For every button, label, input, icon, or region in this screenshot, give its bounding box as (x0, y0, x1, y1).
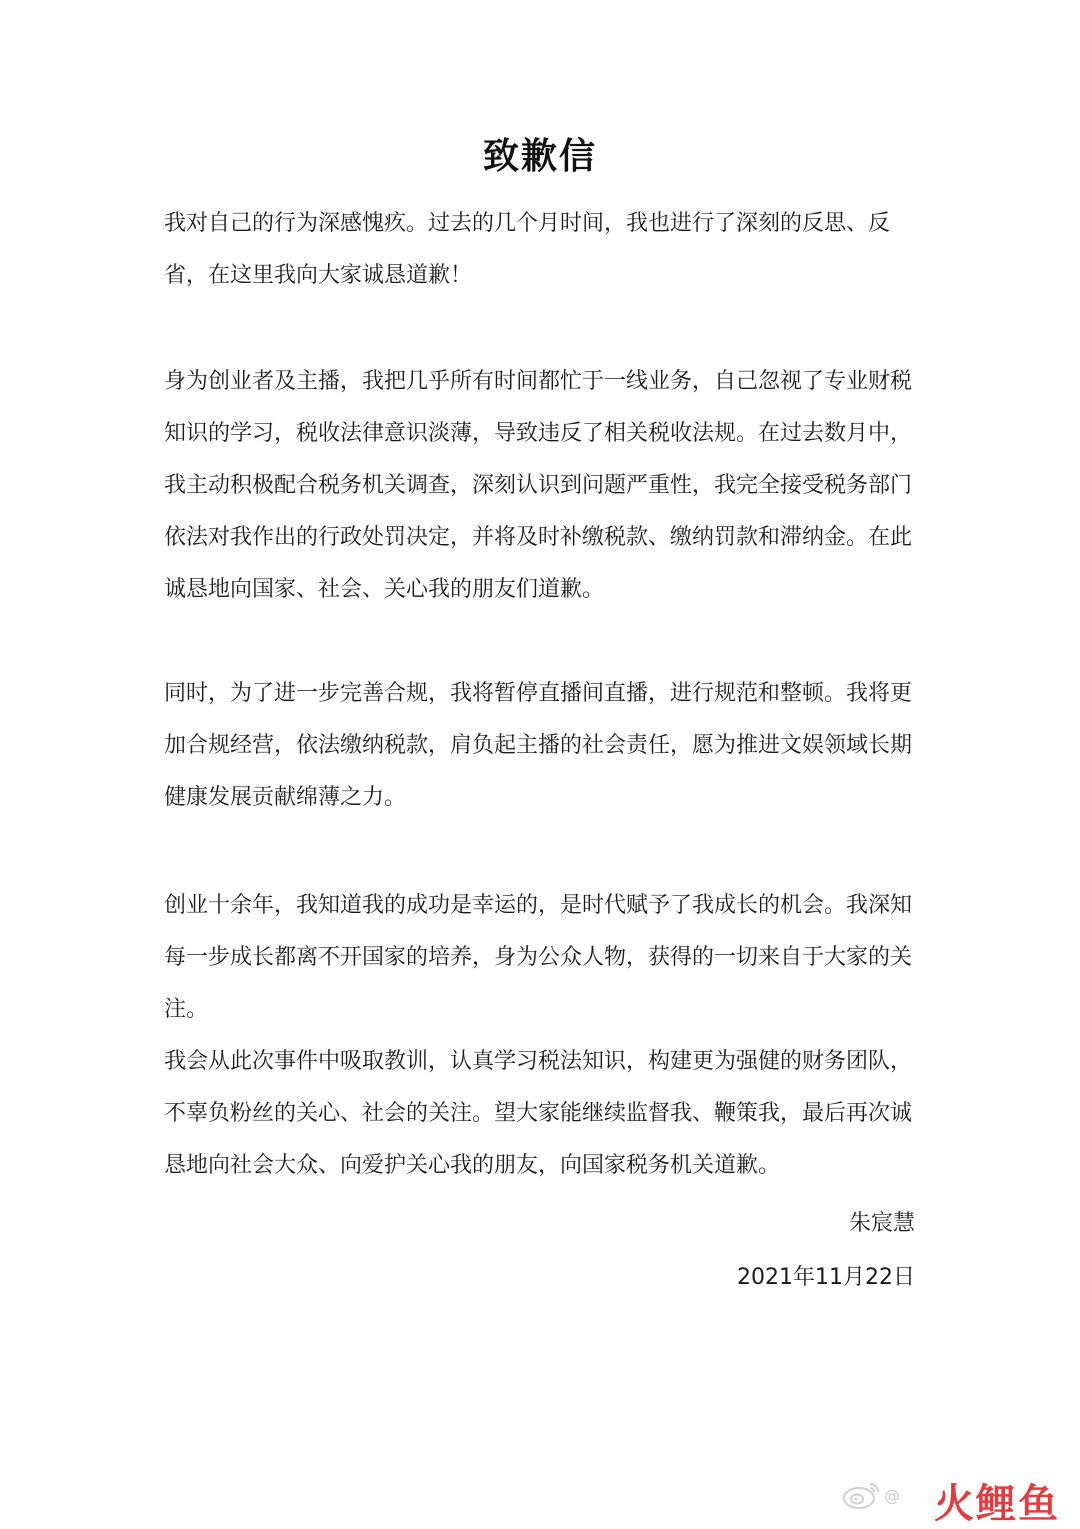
signature-name: 朱宸慧 (848, 1211, 915, 1236)
weibo-icon (842, 1480, 882, 1510)
letter-paragraph: 我会从此次事件中吸取教训，认真学习税法知识，构建更为强健的财务团队，不辜负粉丝的关心、社会的关注。望大家能继续监督我、鞭策我，最后再次诚恳地向社会大众、向爱护关心我的朋友，向国家税务机关道歉。 (164, 1049, 913, 1178)
letter-paragraph: 同时，为了进一步完善合规，我将暂停直播间直播，进行规范和整顿。我将更加合规经营，依法缴纳税款，肩负起主播的社会责任，愿为推进文娱领域长期健康发展贡献绵薄之力。 (164, 681, 913, 810)
watermark-logo: 火鲤鱼 (934, 1481, 1060, 1527)
letter-paragraph: 创业十余年，我知道我的成功是幸运的，是时代赋予了我成长的机会。我深知每一步成长都离不开国家的培养，身为公众人物，获得的一切来自于大家的关注。 (164, 893, 913, 1022)
letter-paragraph: 我对自己的行为深感愧疚。过去的几个月时间，我也进行了深刻的反思、反省，在这里我向大家诚恳道歉！ (164, 211, 891, 288)
letter-title: 致歉信 (482, 136, 597, 177)
signature-date: 2021年11月22日 (737, 1265, 915, 1290)
letter-paragraph: 身为创业者及主播，我把几乎所有时间都忙于一线业务，自己忽视了专业财税知识的学习，税收法律意识淡薄，导致违反了相关税收法规。在过去数月中，我主动积极配合税务机关调查，深刻认识到问题严重性，我完全接受税务部门依法对我作出的行政处罚决定，并将及时补缴税款、缴纳罚款和滞纳金。在此诚恳地向国家、社会、关心我的朋友们道歉。 (164, 369, 913, 602)
watermark (842, 1472, 1062, 1527)
watermark-at-icon: @ (884, 1486, 900, 1505)
